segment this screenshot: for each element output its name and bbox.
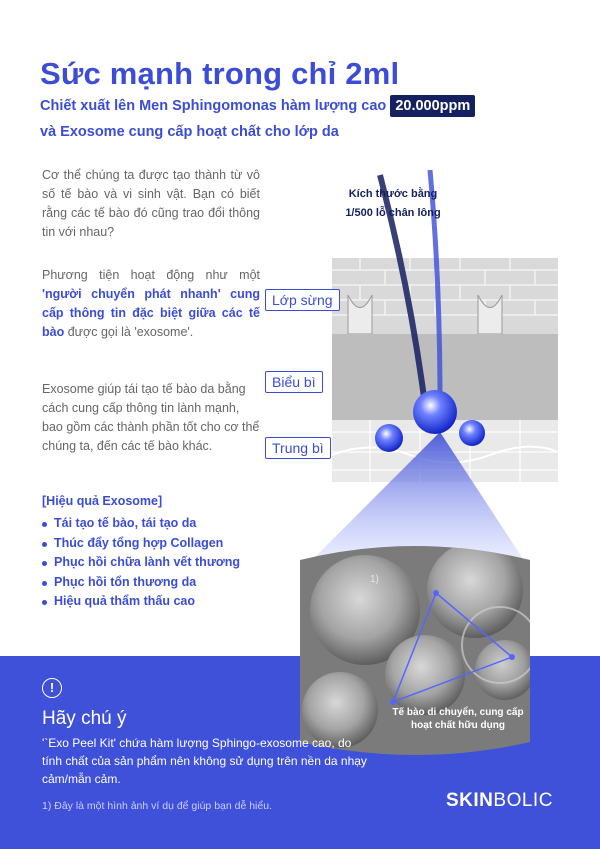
exosome-paragraph-prefix: Phương tiện hoạt động như một — [42, 268, 260, 282]
bullet-icon — [42, 561, 47, 566]
concentration-highlight: 20.000ppm — [390, 95, 475, 117]
label-stratum-corneum: Lớp sừng — [265, 289, 340, 311]
skin-diagram — [250, 170, 580, 770]
exosome-sphere — [413, 390, 457, 434]
benefits-list — [42, 514, 240, 612]
intro-paragraph: Cơ thể chúng ta được tạo thành từ vô số tế bào và vi sinh vật. Bạn có biết rằng các tế bào đó cũng trao đổi thông tin với nhau? — [42, 168, 260, 239]
list-item: Thúc đẩy tổng hợp Collagen — [42, 534, 240, 554]
regeneration-paragraph: Exosome giúp tái tạo tế bào da bằng cách cung cấp thông tin lành mạnh, bao gồm các thành phần tốt cho cơ thể chúng ta, đến các tế bào khác. — [42, 382, 260, 453]
brand-logo: SKINBOLIC — [446, 790, 553, 811]
label-epidermis: Biểu bì — [265, 371, 323, 393]
subtitle-line-2: và Exosome cung cấp hoạt chất cho lớp da — [40, 124, 339, 140]
bullet-icon — [42, 600, 47, 605]
footnote: 1) Đây là một hình ảnh ví dụ để giúp bạn dễ hiểu. — [42, 800, 272, 812]
label-dermis: Trung bì — [265, 437, 331, 459]
subtitle-text: Chiết xuất lên Men Sphingomonas hàm lượng cao — [40, 98, 387, 114]
exosome-sphere — [375, 424, 403, 452]
bullet-icon — [42, 542, 47, 547]
footnote-marker: 1) — [370, 574, 379, 585]
warning-icon: ! — [42, 678, 62, 698]
list-item: Phục hồi tổn thương da — [42, 573, 240, 593]
bullet-icon — [42, 522, 47, 527]
exosome-sphere — [459, 420, 485, 446]
exosome-paragraph-suffix: được gọi là 'exosome'. — [67, 325, 194, 339]
exosome-paragraph — [42, 266, 260, 342]
notice-text: '`Exo Peel Kit' chứa hàm lượng Sphingo-exosome cao, do tính chất của sản phẩm nên không sử dụng trên nền da nhạy cảm/mẫn cảm. — [42, 736, 367, 786]
cell-caption: Tế bào di chuyển, cung cấp hoạt chất hữu dụng — [392, 707, 524, 731]
list-item: Hiệu quả thẩm thấu cao — [42, 592, 240, 612]
notice-title: Hãy chú ý — [42, 708, 127, 729]
subtitle-line-1 — [40, 98, 475, 114]
size-note: Kích thước bằng 1/500 lỗ chân lông — [345, 188, 441, 219]
exosome-paragraph-highlight: 'người chuyển phát nhanh' cung cấp thông tin đặc biệt giữa các tế bào — [42, 287, 260, 339]
list-item: Tái tạo tế bào, tái tạo da — [42, 514, 240, 534]
list-item: Phục hồi chữa lành vết thương — [42, 553, 240, 573]
bullet-icon — [42, 581, 47, 586]
page-title: Sức mạnh trong chỉ 2ml — [40, 56, 400, 91]
benefits-title: [Hiệu quả Exosome] — [42, 494, 163, 508]
